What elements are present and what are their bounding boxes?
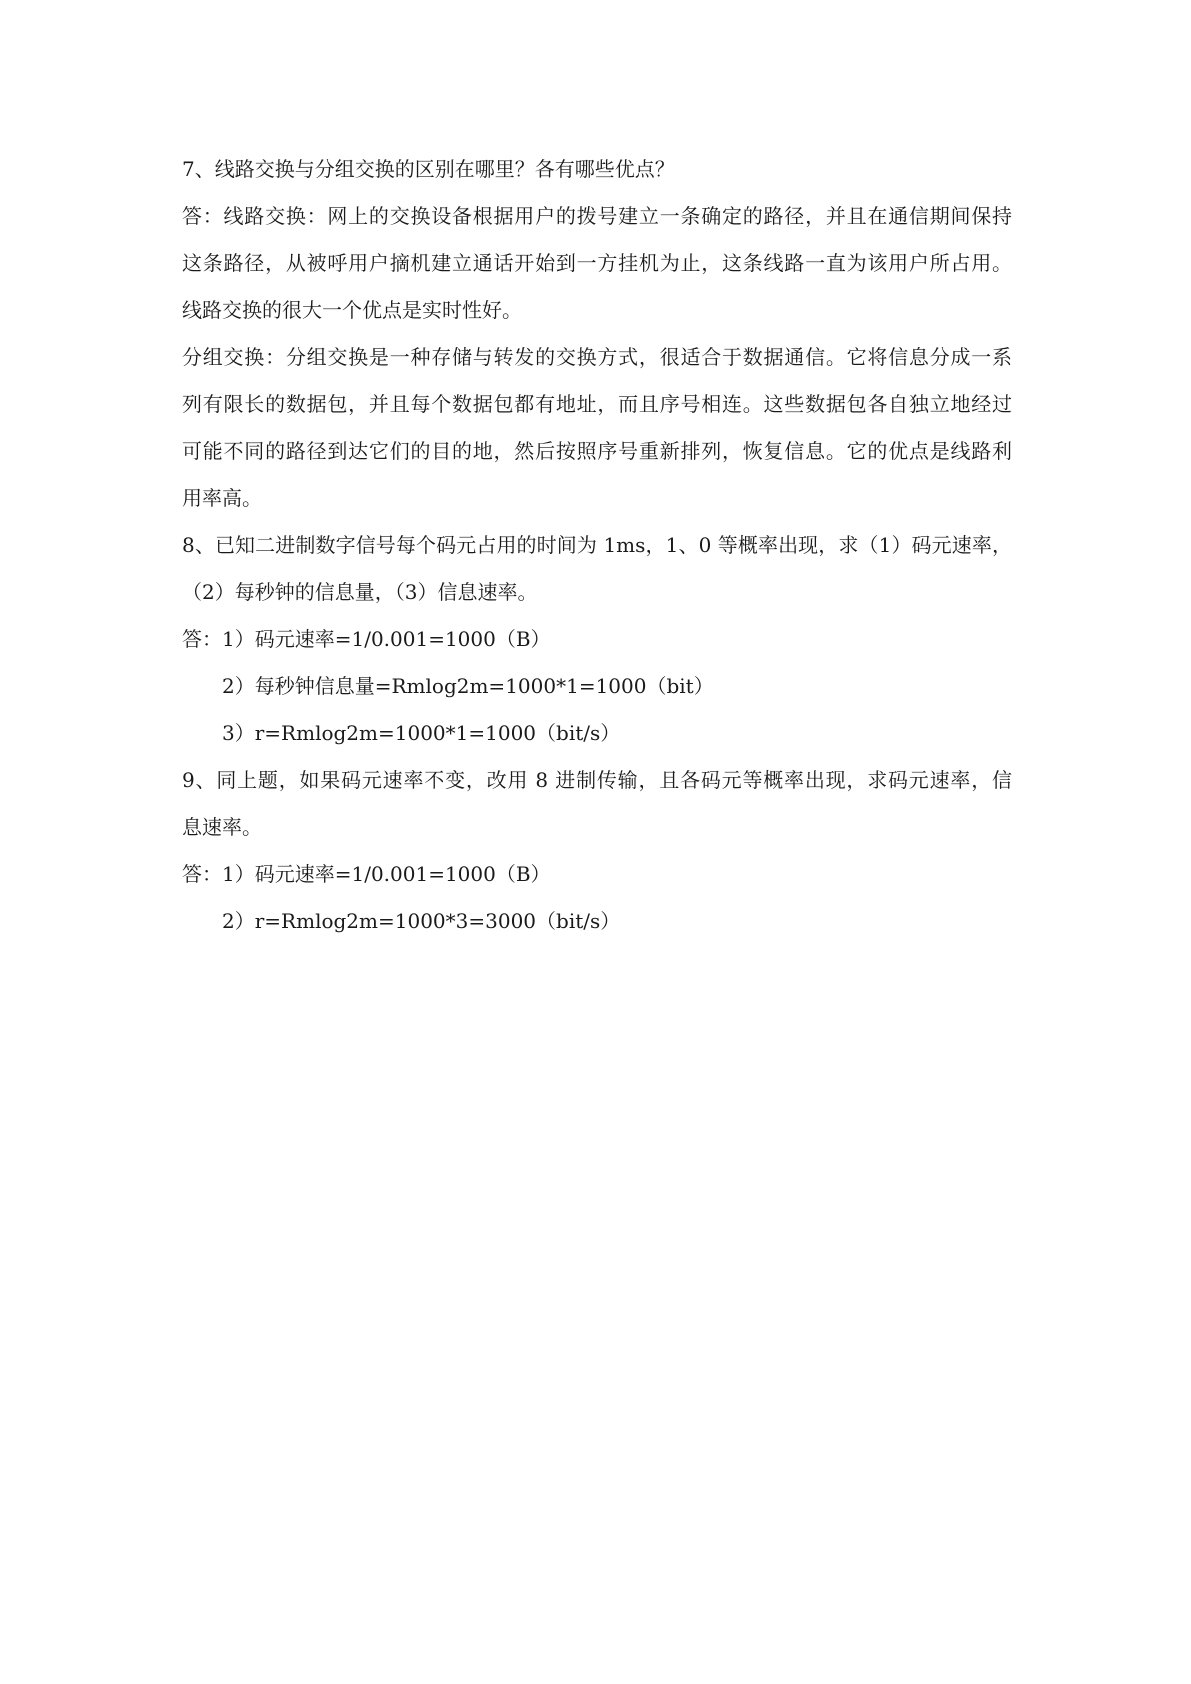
q7-answer-packet-line-4: 用率高。 (182, 486, 262, 510)
q7-answer-circuit-line-3: 线路交换的很大一个优点是实时性好。 (182, 298, 522, 322)
q9-answer-line-2: 2）r=Rmlog2m=1000*3=3000（bit/s） (222, 909, 621, 933)
q9-answer-line-1: 答：1）码元速率=1/0.001=1000（B） (182, 862, 551, 886)
q9-question-line-2: 息速率。 (182, 815, 262, 839)
q7-answer-packet-line-2: 列有限长的数据包，并且每个数据包都有地址，而且序号相连。这些数据包各自独立地经过 (182, 392, 1012, 416)
q8-question-line-2: （2）每秒钟的信息量，（3）信息速率。 (182, 580, 538, 604)
q7-answer-packet-line-1: 分组交换：分组交换是一种存储与转发的交换方式，很适合于数据通信。它将信息分成一系 (182, 345, 1012, 369)
q8-answer-line-3: 3）r=Rmlog2m=1000*1=1000（bit/s） (222, 721, 621, 745)
q7-answer-circuit-line-1: 答：线路交换：网上的交换设备根据用户的拨号建立一条确定的路径，并且在通信期间保持 (182, 204, 1012, 228)
q9-question-line-1: 9、同上题，如果码元速率不变，改用 8 进制传输，且各码元等概率出现，求码元速率，信 (182, 768, 1012, 792)
q7-answer-packet-line-3: 可能不同的路径到达它们的目的地，然后按照序号重新排列，恢复信息。它的优点是线路利 (182, 439, 1012, 463)
q7-answer-circuit-line-2: 这条路径，从被呼用户摘机建立通话开始到一方挂机为止，这条线路一直为该用户所占用。 (182, 251, 1012, 275)
q7-question: 7、线路交换与分组交换的区别在哪里？各有哪些优点？ (182, 157, 675, 181)
document-page (182, 146, 1012, 945)
q8-question-line-1: 8、已知二进制数字信号每个码元占用的时间为 1ms，1、0 等概率出现，求（1）码元速率， (182, 533, 1012, 557)
q8-answer-line-1: 答：1）码元速率=1/0.001=1000（B） (182, 627, 551, 651)
q8-answer-line-2: 2）每秒钟信息量=Rmlog2m=1000*1=1000（bit） (222, 674, 714, 698)
